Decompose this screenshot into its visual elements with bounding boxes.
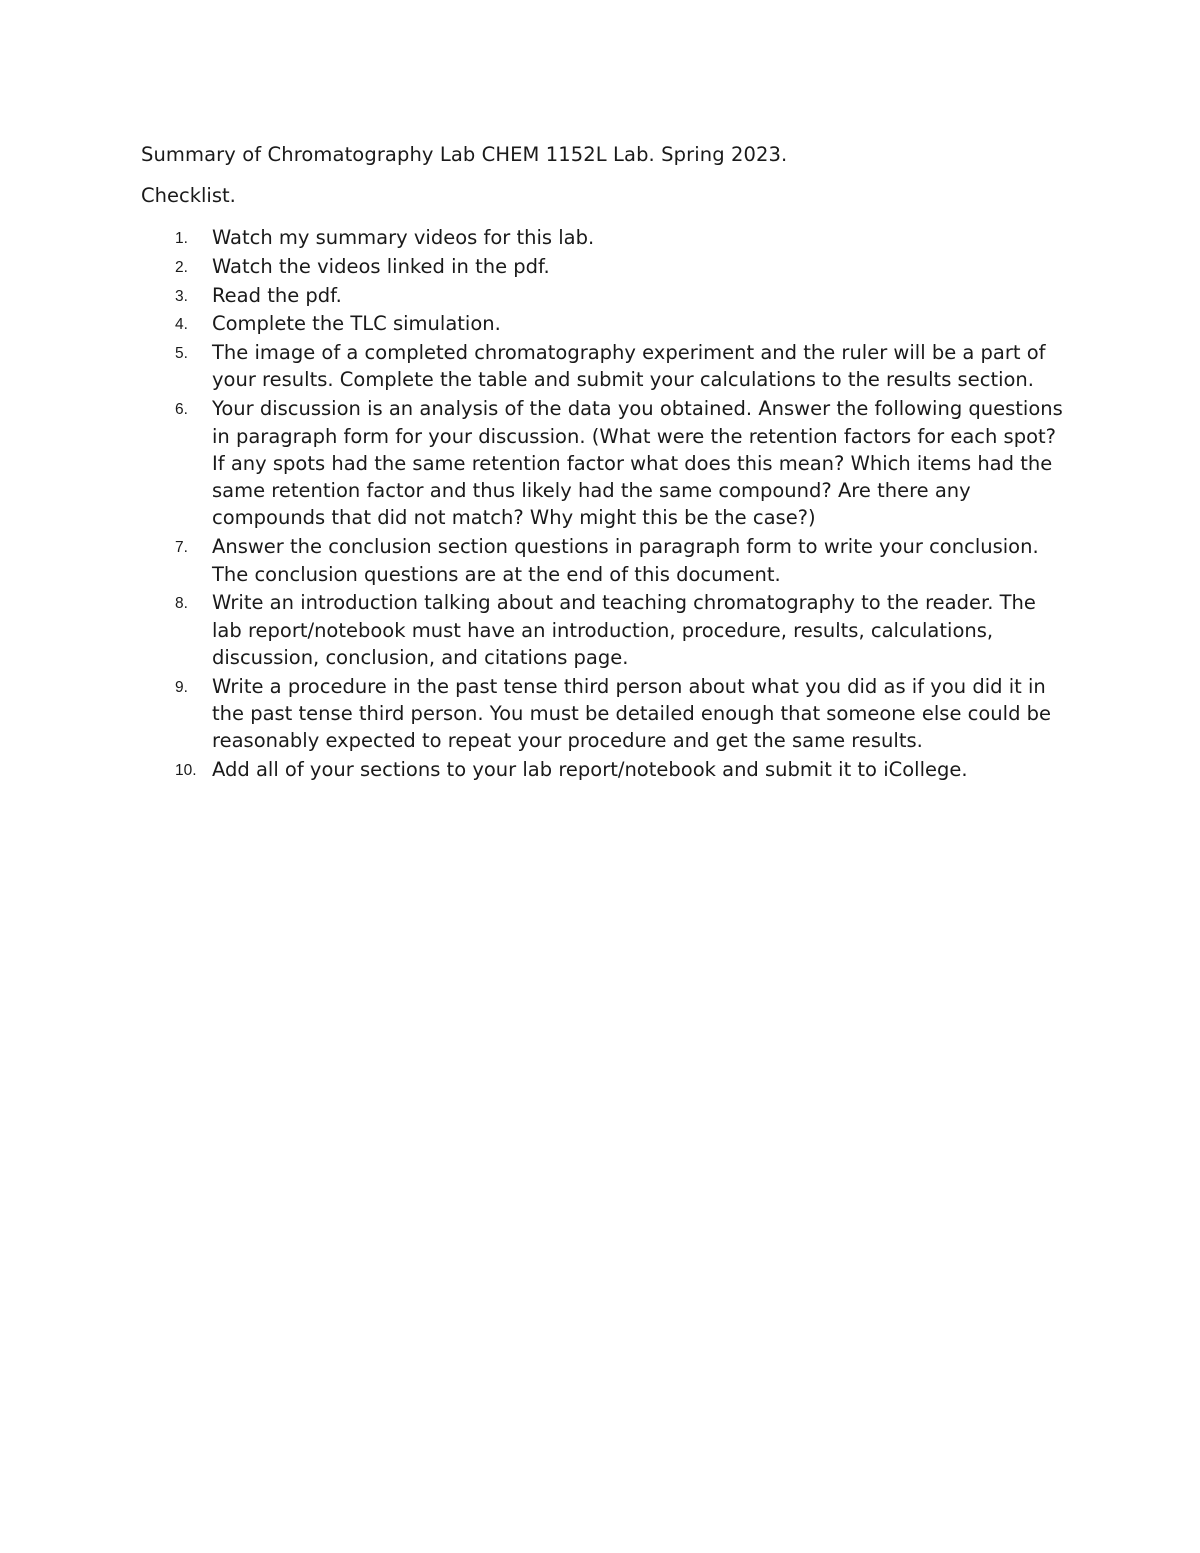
checklist-heading: Checklist. [141,184,236,207]
item-number: 6. [175,401,188,419]
checklist-item [141,282,1071,309]
item-number: 5. [175,345,188,363]
item-text: Write an introduction talking about and teaching chromatography to the reader. The lab report/notebook must have an introduction, procedure, results, calculations, discussion, conclusion, and citations page. [212,591,1036,669]
item-text: Write a procedure in the past tense third person about what you did as if you did it in the past tense third person. You must be detailed enough that someone else could be reasonably expected to repeat your procedure and get the same results. [212,674,1052,753]
item-text: Add all of your sections to your lab report/notebook and submit it to iCollege. [212,758,968,782]
item-number: 9. [175,678,188,696]
checklist-item [141,253,1071,280]
item-number: 3. [175,287,188,305]
item-number: 1. [175,230,188,247]
item-number: 10. [175,762,197,780]
checklist-item [141,310,1071,337]
checklist-item [141,756,1071,783]
checklist [141,224,1071,783]
checklist-item [141,673,1071,755]
checklist-item [141,224,1071,251]
document-body [141,141,1071,785]
item-number: 4. [175,316,188,334]
item-text: Watch my summary videos for this lab. [212,226,595,249]
item-number: 7. [175,539,188,557]
checklist-item [141,395,1071,531]
item-text: Read the pdf. [212,283,342,307]
item-text: Your discussion is an analysis of the data you obtained. Answer the following questions in paragraph form for your discussion. (What were the retention factors for each spot? If any spots had the same retention factor what does this mean? Which items had the same retention factor and thus likely had the same compound? Are there any compounds that did not match? Why might this be the case?) [212,397,1063,530]
item-text: Watch the videos linked in the pdf. [212,254,550,278]
item-text: Complete the TLC simulation. [212,312,501,336]
item-text: The image of a completed chromatography experiment and the ruler will be a part of your results. Complete the table and submit your calculations to the results section. [212,341,1046,392]
item-text: Answer the conclusion section questions in paragraph form to write your conclusion. The conclusion questions are at the end of this document. [212,535,1039,586]
checklist-item [141,339,1071,394]
item-number: 2. [175,258,188,276]
document-title: Summary of Chromatography Lab CHEM 1152L Lab. Spring 2023. [141,143,788,166]
item-number: 8. [175,595,188,613]
checklist-item [141,533,1071,588]
checklist-item [141,589,1071,671]
